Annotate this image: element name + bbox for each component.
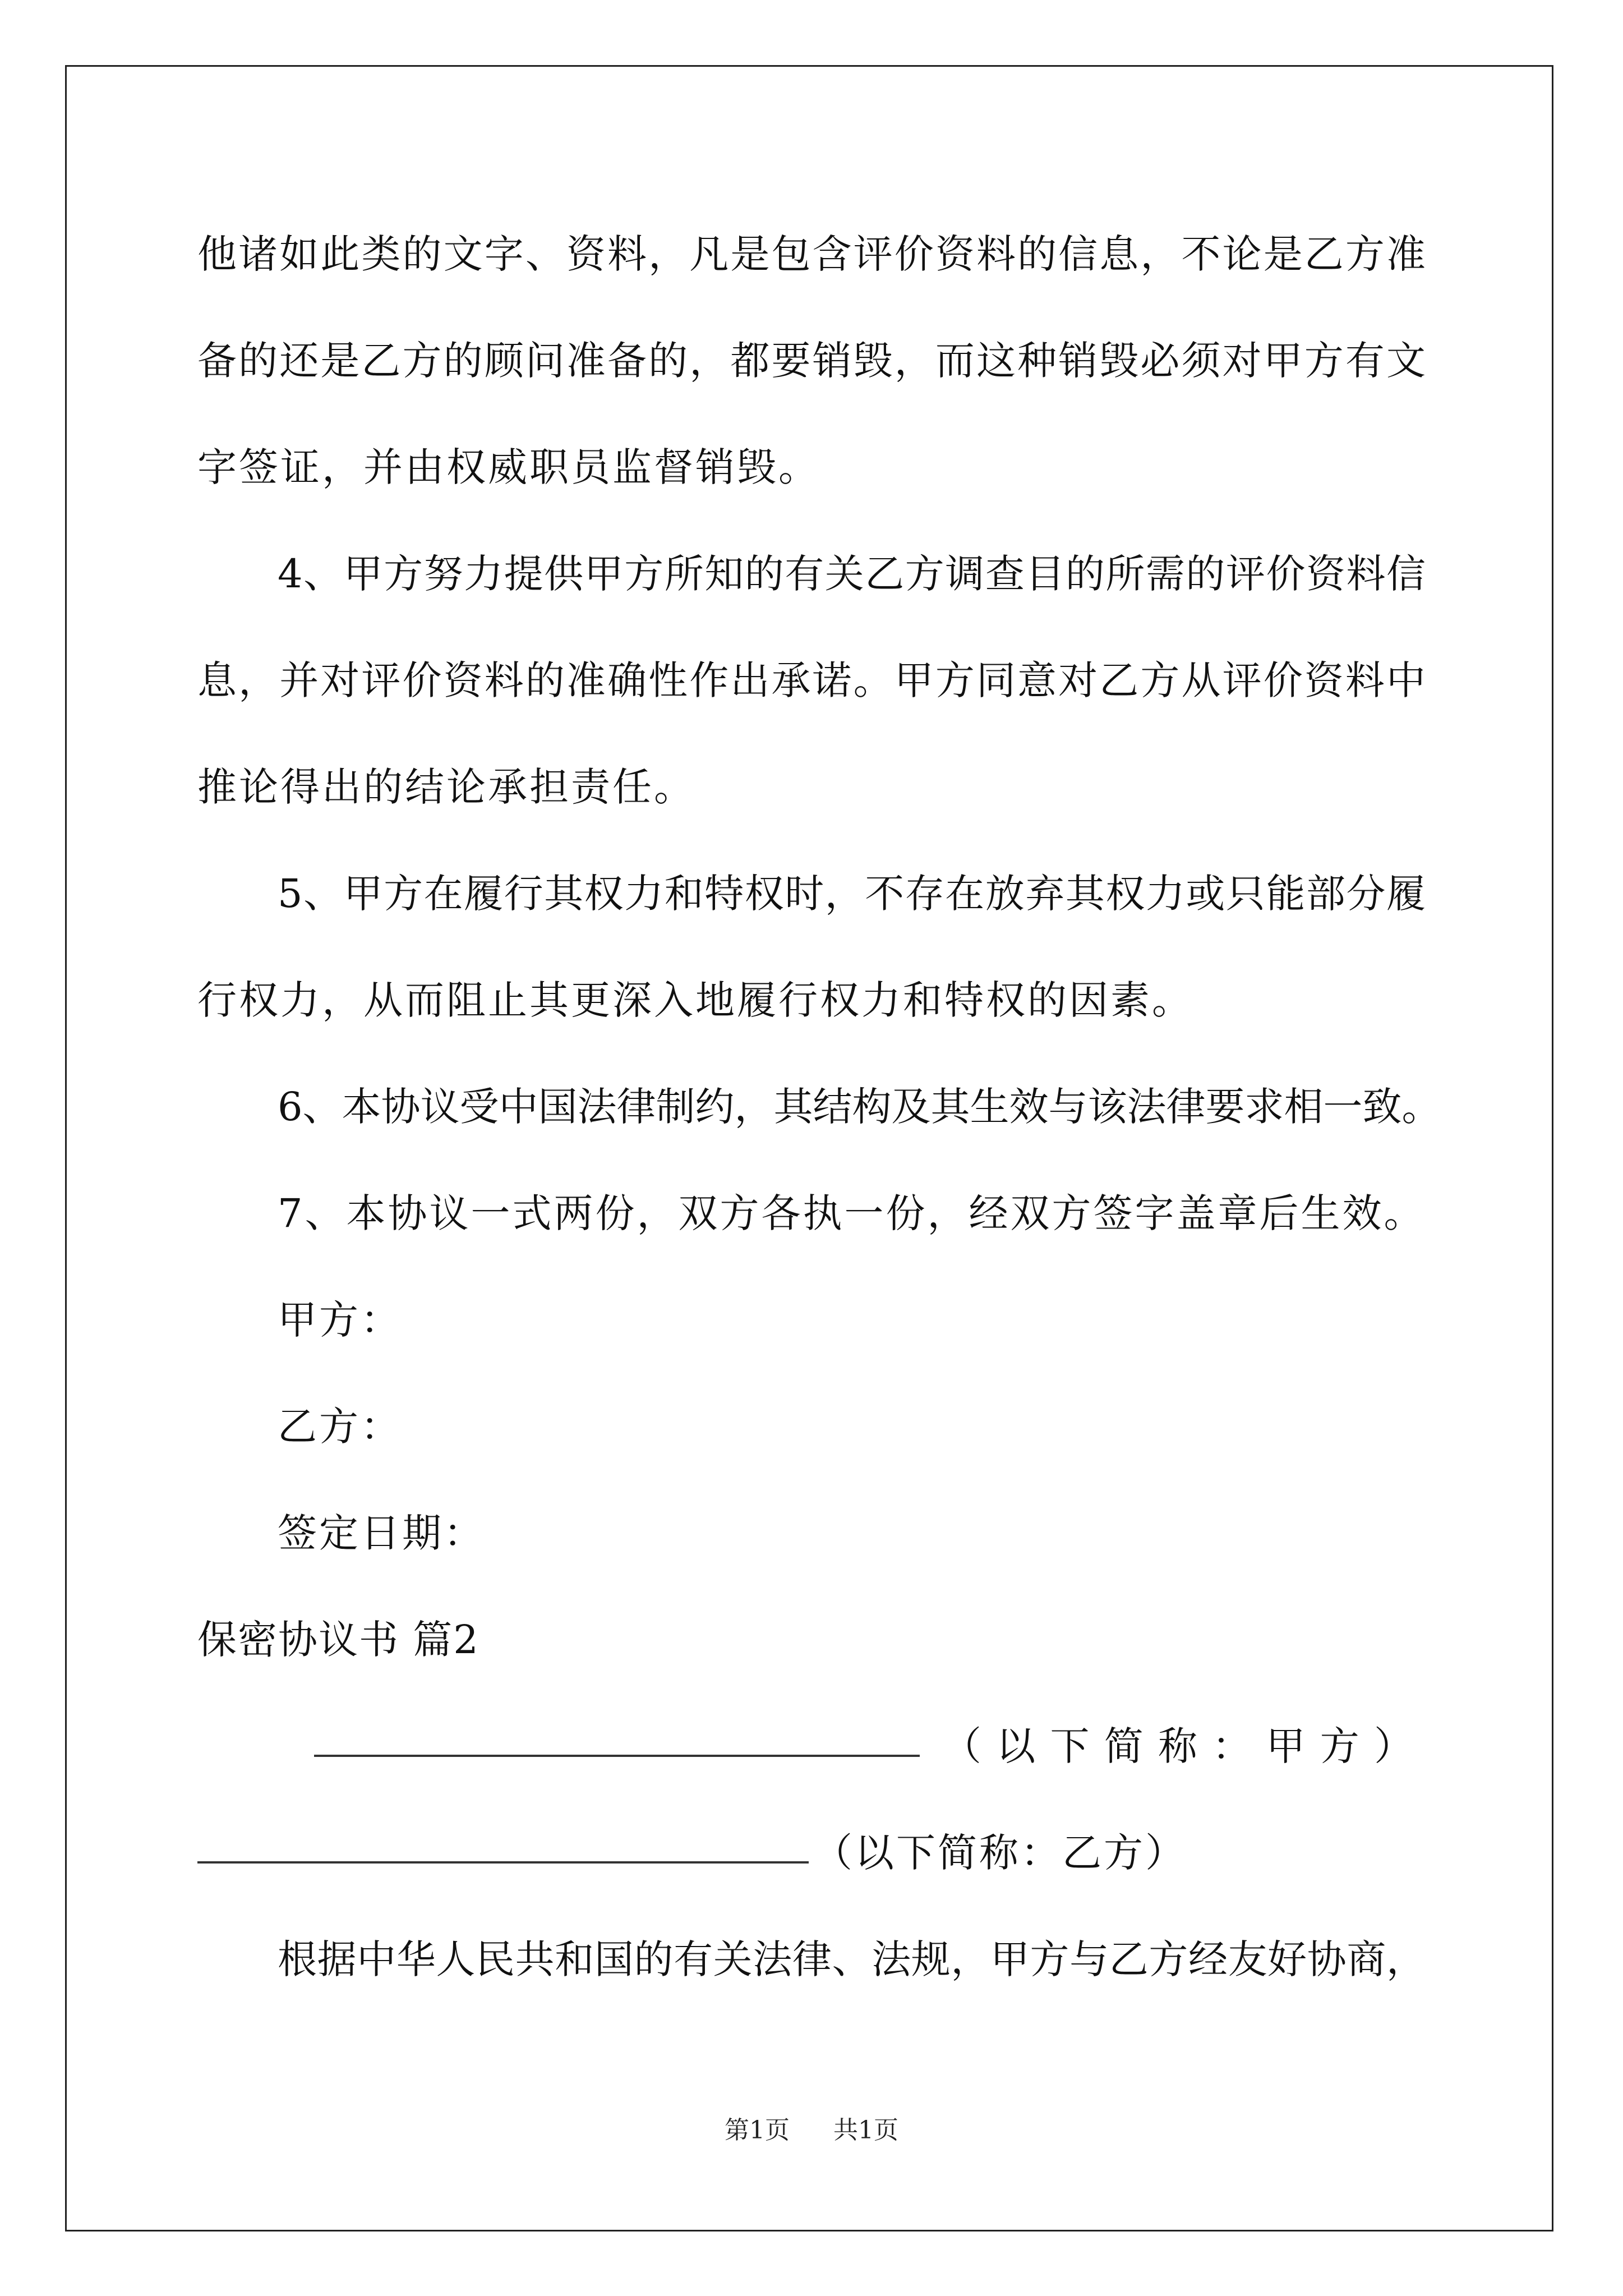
clause-6-line: 6、本协议受中国法律制约，其结构及其生效与该法律要求相一致。 [278,1084,1441,1130]
paragraph-line: 推论得出的结论承担责任。 [197,764,695,810]
section-heading: 保密协议书 篇2 [197,1617,479,1663]
paragraph-line: 他诸如此类的文字、资料，凡是包含评价资料的信息，不论是乙方准 [197,231,1426,277]
party-b-note: （以下简称：乙方） [813,1830,1187,1876]
party-b-signature-label: 乙方： [278,1404,402,1450]
page-total: 共1页 [833,2116,898,2145]
page-border [65,65,1553,2231]
party-b-blank [197,1826,809,1864]
paragraph-line: 根据中华人民共和国的有关法律、法规，甲方与乙方经友好协商， [278,1936,1426,1982]
party-a-signature-label: 甲方： [278,1297,402,1343]
signing-date-label: 签定日期： [278,1510,485,1556]
paragraph-line: 息，并对评价资料的准确性作出承诺。甲方同意对乙方从评价资料中 [197,657,1426,703]
clause-5-line: 5、甲方在履行其权力和特权时，不存在放弃其权力或只能部分履 [278,871,1426,917]
party-a-blank [314,1720,920,1757]
page-number: 第1页 [725,2116,790,2145]
party-a-blank-row [314,1718,920,1769]
clause-7-line: 7、本协议一式两份，双方各执一份，经双方签字盖章后生效。 [278,1190,1426,1236]
paragraph-line: 备的还是乙方的顾问准备的，都要销毁，而这种销毁必须对甲方有文 [197,338,1426,384]
page-footer [0,2114,1623,2147]
paragraph-line: 字签证，并由权威职员监督销毁。 [197,444,820,490]
clause-4-line: 4、甲方努力提供甲方所知的有关乙方调查目的所需的评价资料信 [278,551,1426,597]
party-b-blank-row [197,1825,809,1875]
party-a-note: （以下简称：甲方） [942,1723,1413,1769]
paragraph-line: 行权力，从而阻止其更深入地履行权力和特权的因素。 [197,977,1193,1023]
